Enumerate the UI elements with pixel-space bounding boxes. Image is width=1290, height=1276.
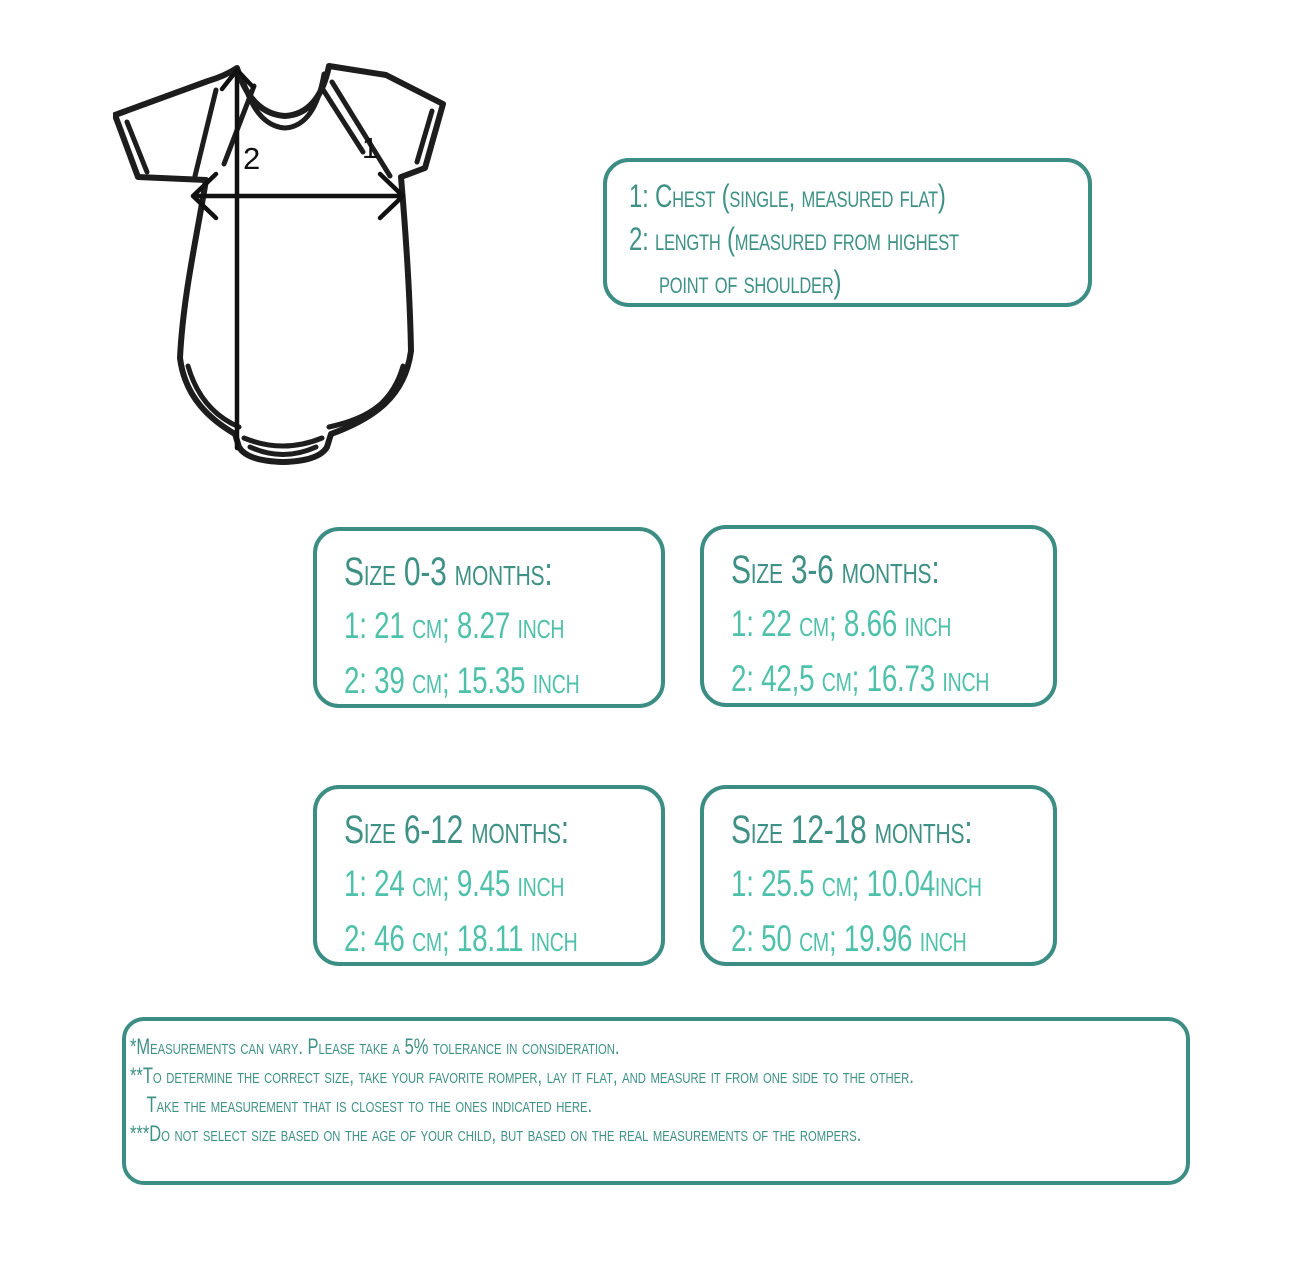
legend-line-length: 2: length (measured from highest (629, 221, 959, 257)
size-length-value: 2: 39 cm; 15.35 inch (344, 660, 580, 701)
size-chest-value: 1: 21 cm; 8.27 inch (344, 605, 565, 646)
measurement-label-length: 2 (243, 141, 261, 176)
size-box-title: Size 3-6 months: (731, 548, 940, 592)
note-line-age-warning: ***Do not select size based on the age of your child, but based on the real measurements of the rompers. (130, 1121, 862, 1146)
size-length-value: 2: 50 cm; 19.96 inch (731, 918, 967, 959)
bodysuit-diagram (113, 56, 453, 468)
legend-line-chest: 1: Chest (single, measured flat) (629, 178, 946, 214)
note-line-tolerance: *Measurements can vary. Please take a 5% tolerance in consideration. (130, 1034, 620, 1059)
legend-line-length-cont: point of shoulder) (659, 264, 842, 300)
notes-box (122, 1017, 1190, 1185)
size-box-3-6-months (700, 525, 1057, 707)
size-chest-value: 1: 25.5 cm; 10.04inch (731, 863, 982, 904)
size-chest-value: 1: 24 cm; 9.45 inch (344, 863, 565, 904)
legend-box (603, 158, 1092, 307)
size-box-0-3-months (313, 527, 665, 708)
size-box-title: Size 0-3 months: (344, 550, 553, 594)
size-chest-value: 1: 22 cm; 8.66 inch (731, 603, 952, 644)
size-box-title: Size 12-18 months: (731, 808, 973, 852)
size-box-title: Size 6-12 months: (344, 808, 569, 852)
measurement-label-chest: 1 (362, 133, 379, 165)
size-length-value: 2: 46 cm; 18.11 inch (344, 918, 578, 959)
note-line-how-to-cont: Take the measurement that is closest to the ones indicated here. (146, 1092, 593, 1117)
note-line-how-to: **To determine the correct size, take your favorite romper, lay it flat, and measure it from one side to the other. (130, 1063, 914, 1088)
size-box-12-18-months (700, 785, 1057, 966)
size-box-6-12-months (313, 785, 665, 966)
size-length-value: 2: 42,5 cm; 16.73 inch (731, 658, 990, 699)
